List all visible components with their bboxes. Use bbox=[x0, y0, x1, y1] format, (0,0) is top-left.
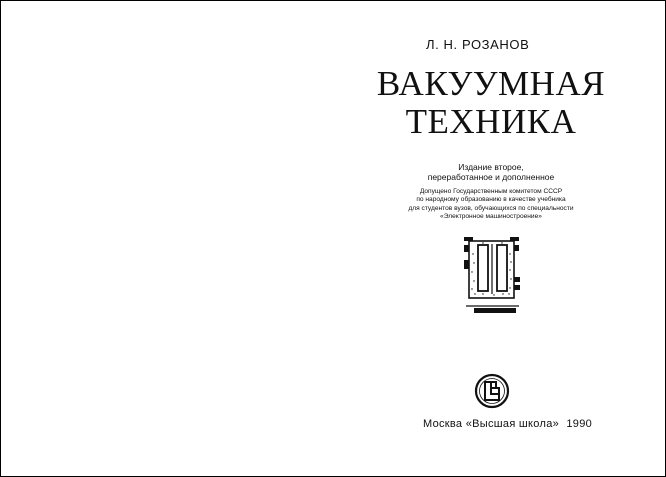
approval-note bbox=[341, 188, 641, 222]
vacuum-device-icon bbox=[463, 232, 523, 320]
approval-line-2: по народному образованию в качестве учебника bbox=[416, 196, 566, 204]
title-page bbox=[341, 1, 641, 476]
edition-line-1: Издание второе, bbox=[458, 162, 524, 172]
edition-note bbox=[341, 162, 641, 182]
city: Москва bbox=[423, 418, 463, 430]
book-title bbox=[371, 65, 611, 141]
publication-year: 1990 bbox=[566, 418, 593, 430]
approval-line-3: для студентов вузов, обучающихся по специальности bbox=[408, 204, 574, 212]
imprint-line bbox=[423, 418, 592, 430]
publisher-logo-icon bbox=[474, 373, 510, 409]
edition-line-2: переработанное и дополненное bbox=[427, 172, 555, 182]
author-name: Л. Н. РОЗАНОВ bbox=[426, 37, 530, 52]
approval-line-4: «Электронное машиностроение» bbox=[440, 213, 542, 221]
approval-line-1: Допущено Государственным комитетом СССР bbox=[419, 188, 563, 195]
publisher-name: «Высшая школа» bbox=[465, 418, 560, 430]
title-line-1: ВАКУУМНАЯ bbox=[376, 64, 606, 103]
title-line-2: ТЕХНИКА bbox=[405, 102, 577, 141]
